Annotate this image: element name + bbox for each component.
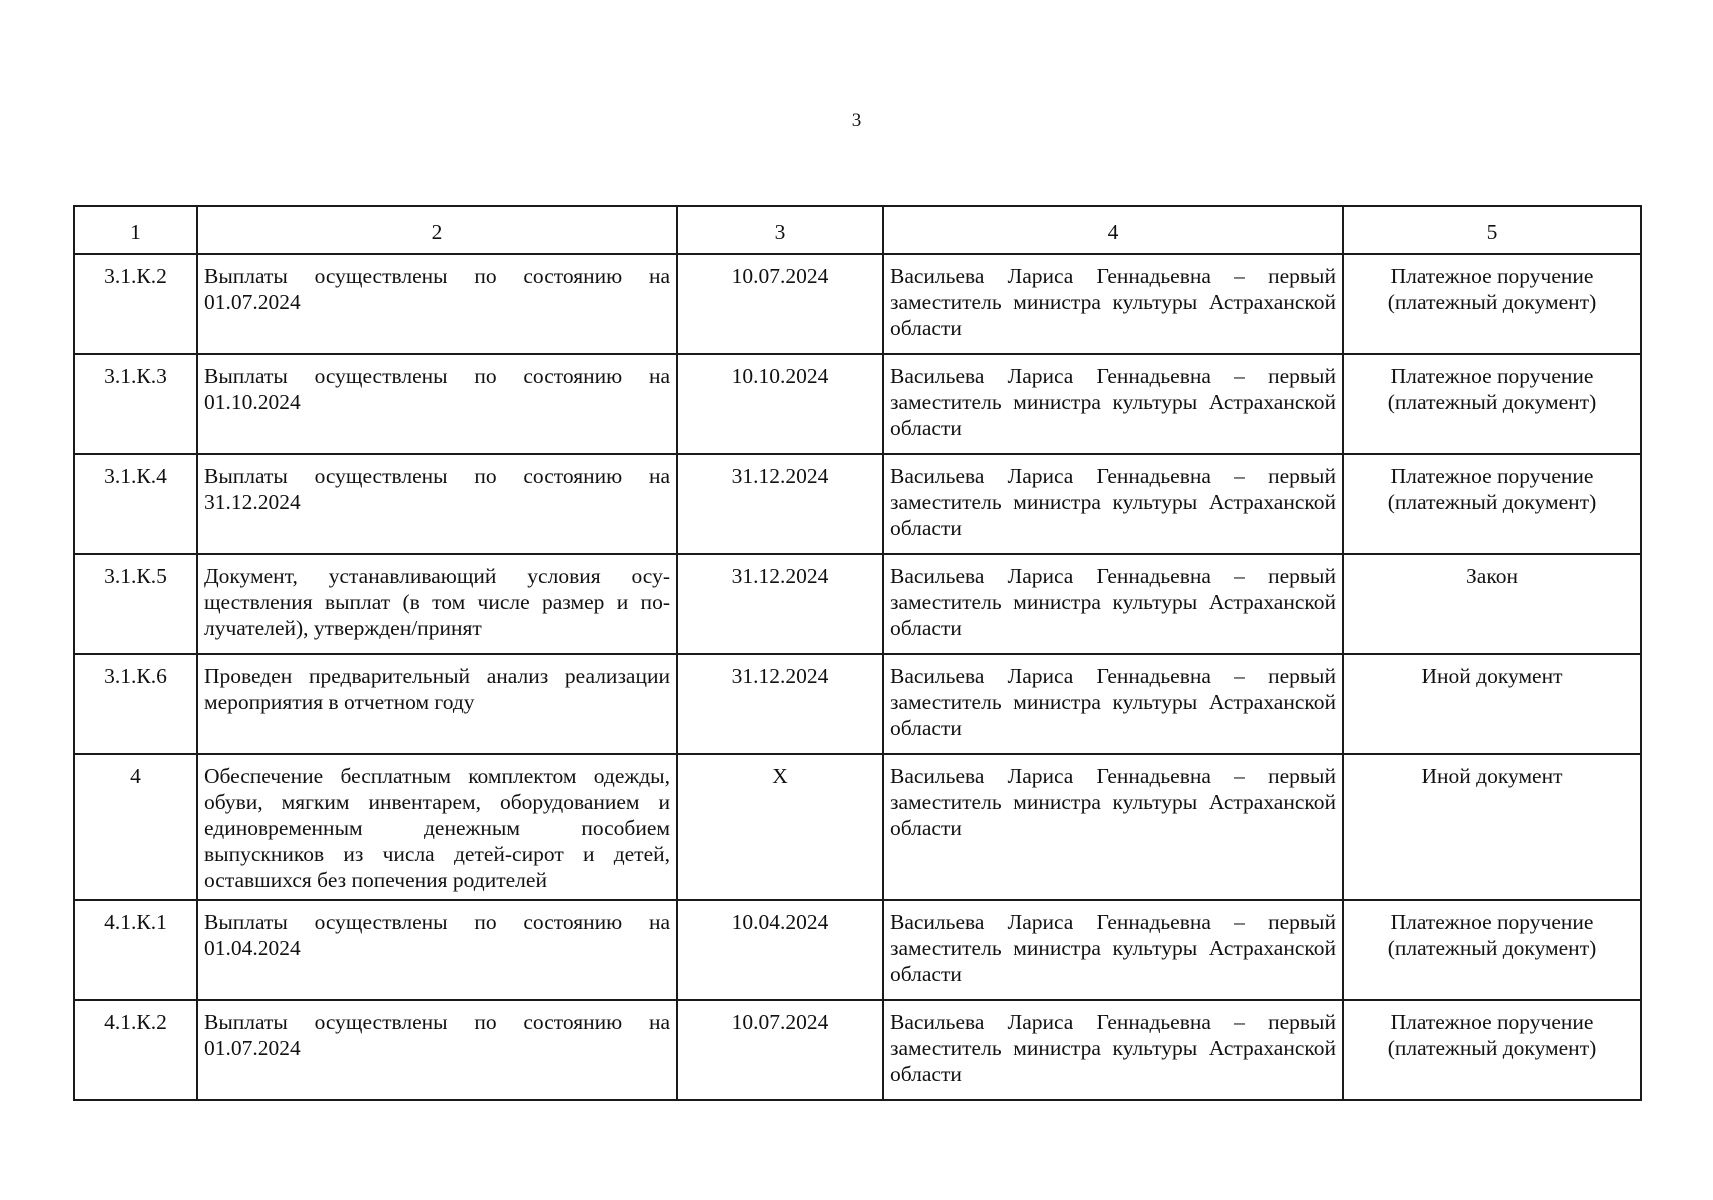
table-row (74, 454, 1641, 554)
row-id: 3.1.К.6 (74, 654, 197, 754)
row-document: Иной документ (1343, 754, 1641, 900)
row-date: 31.12.2024 (677, 554, 883, 654)
table-row (74, 900, 1641, 1000)
page-number: 3 (851, 110, 862, 131)
row-date: 10.07.2024 (677, 1000, 883, 1100)
row-date: 31.12.2024 (677, 654, 883, 754)
row-responsible: Васильева Лариса Геннадьевна – первый заместитель министра культуры Астраханской области (883, 1000, 1343, 1100)
row-id: 4.1.К.2 (74, 1000, 197, 1100)
row-date: Х (677, 754, 883, 900)
column-header-2: 2 (197, 206, 677, 254)
table-row (74, 654, 1641, 754)
row-date: 10.10.2024 (677, 354, 883, 454)
column-header-5: 5 (1343, 206, 1641, 254)
plan-table (73, 205, 1642, 1101)
column-header-4: 4 (883, 206, 1343, 254)
row-id: 3.1.К.5 (74, 554, 197, 654)
row-description: Обеспечение бесплатным комплектом одежды, обуви, мягким инвентарем, оборудованием и единовременным денежным пособием выпускников из числа детей-сирот и детей, оставшихся без попечения родителей (197, 754, 677, 900)
row-responsible: Васильева Лариса Геннадьевна – первый заместитель министра культуры Астраханской области (883, 754, 1343, 900)
row-date: 10.07.2024 (677, 254, 883, 354)
table-row (74, 254, 1641, 354)
row-document: Платежное поручение (платежный документ) (1343, 1000, 1641, 1100)
row-responsible: Васильева Лариса Геннадьевна – первый заместитель министра культуры Астраханской области (883, 354, 1343, 454)
row-id: 3.1.К.2 (74, 254, 197, 354)
table-row (74, 1000, 1641, 1100)
table-row (74, 354, 1641, 454)
row-id: 3.1.К.4 (74, 454, 197, 554)
row-description: Документ, устанавливающий условия осуществления выплат (в том числе размер и получателей), утвержден/принят (197, 554, 677, 654)
table-row (74, 554, 1641, 654)
row-responsible: Васильева Лариса Геннадьевна – первый заместитель министра культуры Астраханской области (883, 454, 1343, 554)
row-document: Закон (1343, 554, 1641, 654)
row-date: 10.04.2024 (677, 900, 883, 1000)
row-document: Платежное поручение (платежный документ) (1343, 900, 1641, 1000)
row-description: Выплаты осуществлены по состоянию на 01.07.2024 (197, 254, 677, 354)
row-description: Проведен предварительный анализ реализации мероприятия в отчетном году (197, 654, 677, 754)
row-description: Выплаты осуществлены по состоянию на 31.12.2024 (197, 454, 677, 554)
row-description: Выплаты осуществлены по состоянию на 01.04.2024 (197, 900, 677, 1000)
row-document: Платежное поручение (платежный документ) (1343, 254, 1641, 354)
row-description: Выплаты осуществлены по состоянию на 01.07.2024 (197, 1000, 677, 1100)
row-responsible: Васильева Лариса Геннадьевна – первый заместитель министра культуры Астраханской области (883, 254, 1343, 354)
table-row (74, 754, 1641, 900)
table-header-row (74, 206, 1641, 254)
row-id: 4.1.К.1 (74, 900, 197, 1000)
row-document: Платежное поручение (платежный документ) (1343, 354, 1641, 454)
row-date: 31.12.2024 (677, 454, 883, 554)
column-header-3: 3 (677, 206, 883, 254)
row-responsible: Васильева Лариса Геннадьевна – первый заместитель министра культуры Астраханской области (883, 654, 1343, 754)
row-id: 4 (74, 754, 197, 900)
row-responsible: Васильева Лариса Геннадьевна – первый заместитель министра культуры Астраханской области (883, 554, 1343, 654)
column-header-1: 1 (74, 206, 197, 254)
row-id: 3.1.К.3 (74, 354, 197, 454)
row-description: Выплаты осуществлены по состоянию на 01.10.2024 (197, 354, 677, 454)
row-document: Иной документ (1343, 654, 1641, 754)
row-responsible: Васильева Лариса Геннадьевна – первый заместитель министра культуры Астраханской области (883, 900, 1343, 1000)
row-document: Платежное поручение (платежный документ) (1343, 454, 1641, 554)
